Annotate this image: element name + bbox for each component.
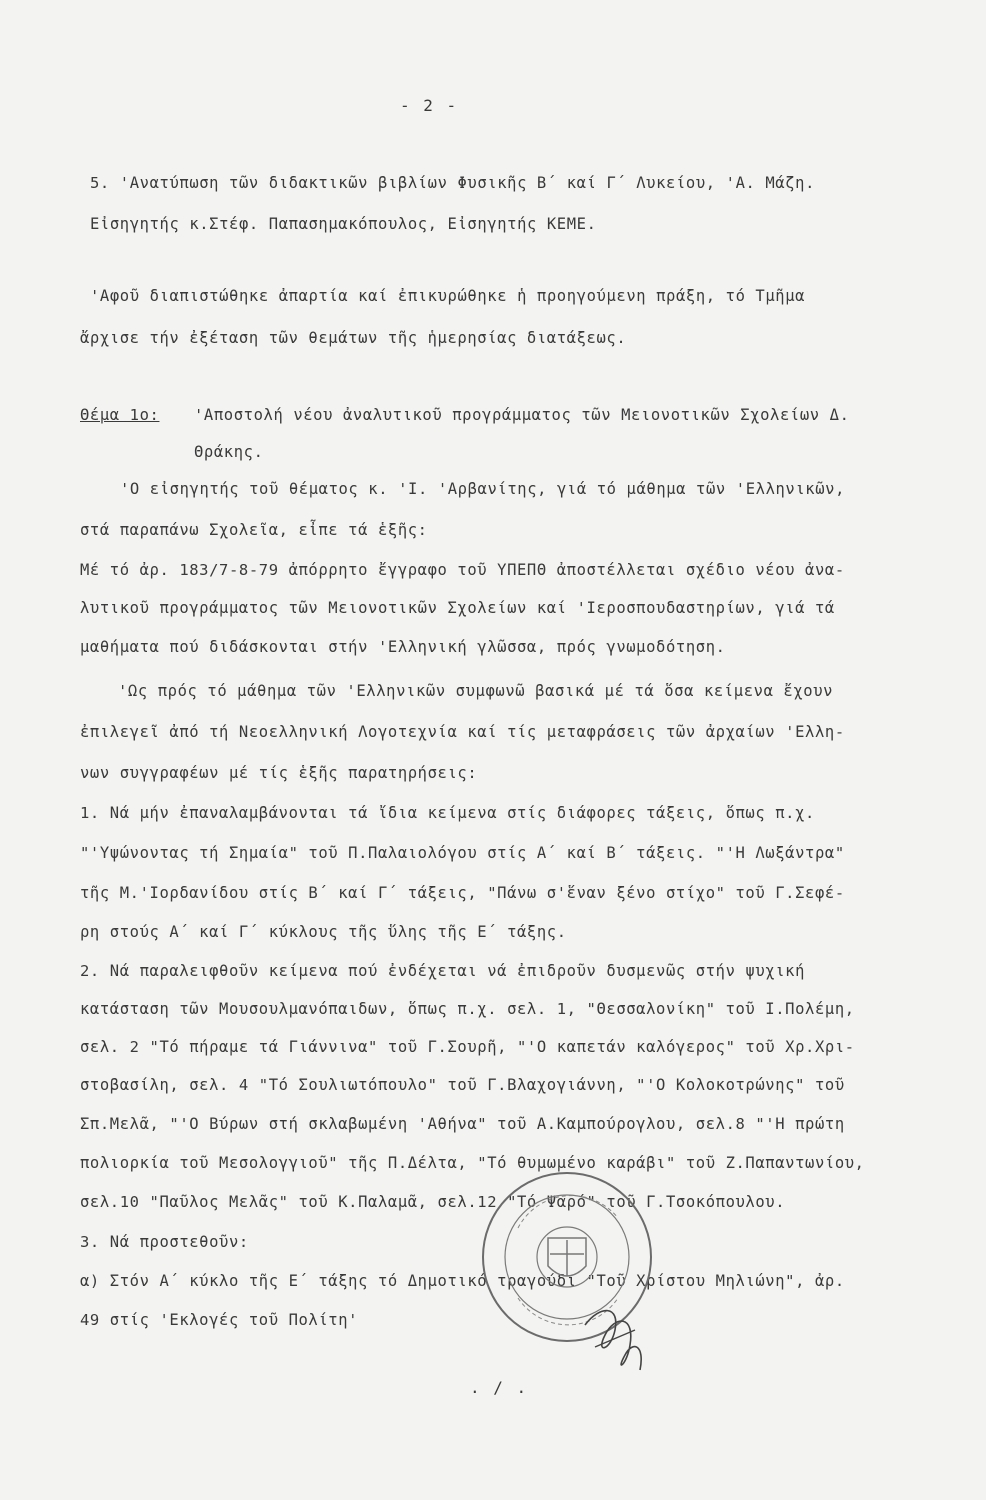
text-line: πολιορκία τοῦ Μεσολογγιοῦ" τῆς Π.Δέλτα, "Τό θυμωμένο καράβι" τοῦ Ζ.Παπαντωνίου, xyxy=(80,1154,865,1172)
text-line: Θράκης. xyxy=(194,443,264,461)
text-line: 'Ως πρός τό μάθημα τῶν 'Ελληνικῶν συμφωνῶ βασικά μέ τά ὅσα κείμενα ἔχουν xyxy=(118,682,834,700)
text-line: 3. Νά προστεθοῦν: xyxy=(80,1233,249,1251)
text-line: σελ. 2 "Τό πήραμε τά Γιάννινα" τοῦ Γ.Σουρῆ, "'Ο καπετάν καλόγερος" τοῦ Χρ.Χρι- xyxy=(80,1038,855,1056)
text-line: Σπ.Μελᾶ, "'Ο Βύρων στή σκλαβωμένη 'Αθήνα" τοῦ Α.Καμπούρογλου, σελ.8 "'Η πρώτη xyxy=(80,1115,845,1133)
text-line: ρη στούς Α΄ καί Γ΄ κύκλους τῆς ὕλης τῆς Ε΄ τάξης. xyxy=(80,923,567,941)
text-line: μαθήματα πού διδάσκονται στήν 'Ελληνική γλῶσσα, πρός γνωμοδότηση. xyxy=(80,638,726,656)
text-line: 2. Νά παραλειφθοῦν κείμενα πού ἐνδέχεται νά ἐπιδροῦν δυσμενῶς στήν ψυχική xyxy=(80,962,806,980)
text-line: 1. Νά μήν ἐπαναλαμβάνονται τά ἴδια κείμενα στίς διάφορες τάξεις, ὅπως π.χ. xyxy=(80,804,815,822)
signature xyxy=(575,1285,655,1380)
text-line: ἐπιλεγεῖ ἀπό τή Νεοελληνική Λογοτεχνία καί τίς μεταφράσεις τῶν ἀρχαίων 'Ελλη- xyxy=(80,723,845,741)
text-line: 'Ο εἰσηγητής τοῦ θέματος κ. 'Ι. 'Αρβανίτης, γιά τό μάθημα τῶν 'Ελληνικῶν, xyxy=(120,480,846,498)
text-line: στά παραπάνω Σχολεῖα, εἶπε τά ἑξῆς: xyxy=(80,521,428,539)
subject-label: Θέμα 1ο: xyxy=(80,406,160,424)
text-line: "'Υψώνοντας τή Σημαία" τοῦ Π.Παλαιολόγου στίς Α΄ καί Β΄ τάξεις. "'Η Λωξάντρα" xyxy=(80,844,845,862)
text-line: τῆς Μ.'Ιορδανίδου στίς Β΄ καί Γ΄ τάξεις, "Πάνω σ'ἕναν ξένο στίχο" τοῦ Γ.Σεφέ- xyxy=(80,884,845,902)
text-line: 'Αφοῦ διαπιστώθηκε ἀπαρτία καί ἐπικυρώθηκε ἡ προηγούμενη πράξη, τό Τμῆμα xyxy=(90,287,806,305)
text-line: κατάσταση τῶν Μουσουλμανόπαιδων, ὅπως π.χ. σελ. 1, "Θεσσαλονίκη" τοῦ Ι.Πολέμη, xyxy=(80,1000,855,1018)
text-line: 'Αποστολή νέου ἀναλυτικοῦ προγράμματος τῶν Μειονοτικῶν Σχολείων Δ. xyxy=(194,406,850,424)
text-line: ἄρχισε τήν ἐξέταση τῶν θεμάτων τῆς ἡμερησίας διατάξεως. xyxy=(80,329,627,347)
text-line: Μέ τό ἀρ. 183/7-8-79 ἀπόρρητο ἔγγραφο τοῦ ΥΠΕΠΘ ἀποστέλλεται σχέδιο νέου ἀνα- xyxy=(80,561,845,579)
page-number: - 2 - xyxy=(400,96,459,115)
text-line: Εἰσηγητής κ.Στέφ. Παπασημακόπουλος, Εἰσηγητής ΚΕΜΕ. xyxy=(90,215,597,233)
text-line: λυτικοῦ προγράμματος τῶν Μειονοτικῶν Σχολείων καί 'Ιεροσπουδαστηρίων, γιά τά xyxy=(80,599,835,617)
text-line: στοβασίλη, σελ. 4 "Τό Σουλιωτόπουλο" τοῦ Γ.Βλαχογιάννη, "'Ο Κολοκοτρώνης" τοῦ xyxy=(80,1076,845,1094)
text-line: α) Στόν Α΄ κύκλο τῆς Ε΄ τάξης τό Δημοτικό τραγούδι "Τοῦ Χρίστου Μηλιώνη", ἀρ. xyxy=(80,1272,845,1290)
text-line: 49 στίς 'Εκλογές τοῦ Πολίτη' xyxy=(80,1311,359,1329)
continuation-mark: . / . xyxy=(470,1378,529,1397)
text-line: νων συγγραφέων μέ τίς ἑξῆς παρατηρήσεις: xyxy=(80,764,478,782)
text-line: σελ.10 "Παῦλος Μελᾶς" τοῦ Κ.Παλαμᾶ, σελ.12 "Τό Ψαρό" τοῦ Γ.Τσοκόπουλου. xyxy=(80,1193,786,1211)
text-line: 5. 'Ανατύπωση τῶν διδακτικῶν βιβλίων Φυσικῆς Β΄ καί Γ΄ Λυκείου, 'Α. Μάζη. xyxy=(90,174,816,192)
